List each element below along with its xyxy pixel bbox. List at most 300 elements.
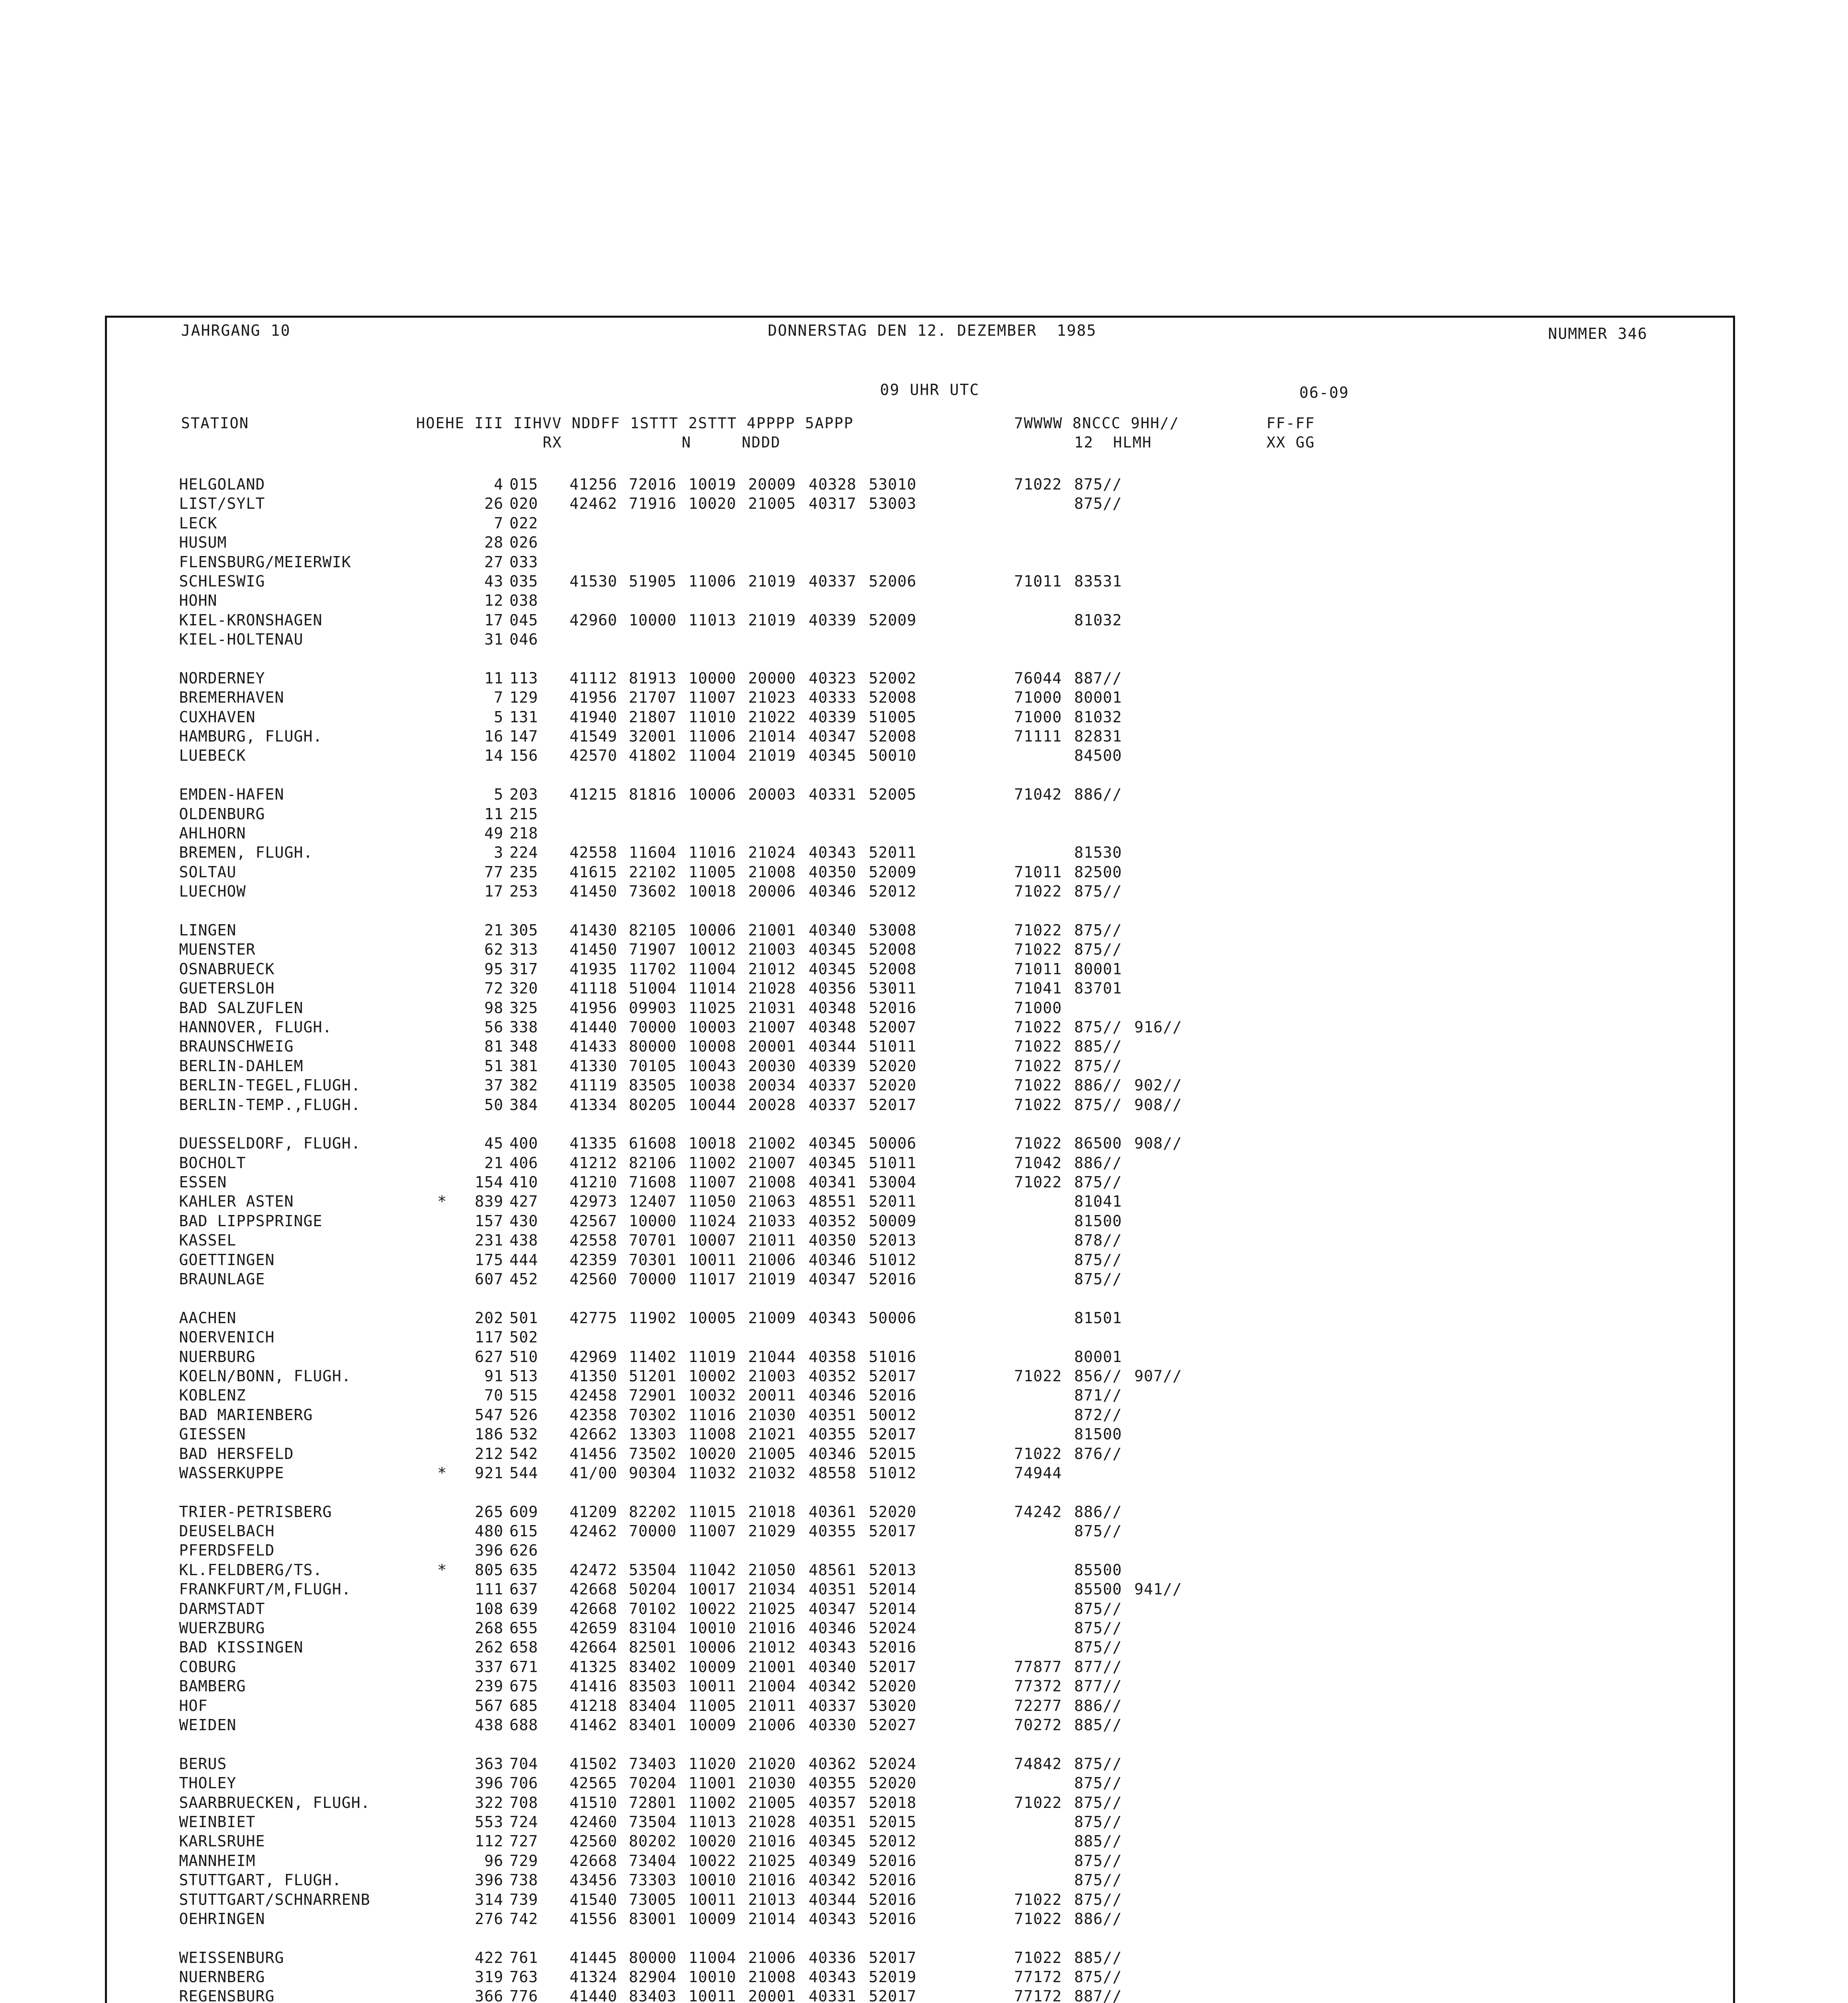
- table-row: [179, 1948, 1721, 1967]
- station-name: SAARBRUECKEN, FLUGH.: [179, 1793, 370, 1812]
- station-number: 046: [509, 631, 538, 649]
- group-1: 41/00: [570, 1464, 618, 1482]
- group-5: 40333: [809, 689, 857, 707]
- table-row: [179, 1347, 1721, 1366]
- table-row: [179, 1715, 1721, 1735]
- col-weather: 7WWWW 8NCCC 9HH//: [1014, 415, 1180, 432]
- group-3: 11013: [688, 611, 737, 629]
- station-name: PFERDSFELD: [179, 1542, 275, 1560]
- station-number: 513: [509, 1367, 538, 1385]
- group-4: 21005: [748, 495, 796, 513]
- station-height: 51: [484, 1057, 503, 1075]
- issue-number: NUMMER 346: [1548, 325, 1648, 343]
- group-6: 52015: [869, 1445, 917, 1463]
- group-5: 40341: [809, 1173, 857, 1191]
- group-4: 21030: [748, 1406, 796, 1424]
- group-4: 21014: [748, 727, 796, 746]
- group-7: 74944: [1014, 1464, 1062, 1482]
- group-3: 11032: [688, 1464, 737, 1482]
- group-1: 41430: [570, 921, 618, 939]
- station-height: 27: [484, 553, 503, 571]
- group-4: 21007: [748, 1154, 796, 1172]
- station-name: KIEL-HOLTENAU: [179, 631, 304, 649]
- group-2: 70701: [629, 1231, 677, 1249]
- group-6: 52017: [869, 1949, 917, 1967]
- group-2: 83505: [629, 1076, 677, 1094]
- table-row: [179, 1870, 1721, 1890]
- table-row: [179, 785, 1721, 804]
- group-7: 71022: [1014, 1057, 1062, 1075]
- station-name: DARMSTADT: [179, 1600, 265, 1618]
- group-4: 21028: [748, 1813, 796, 1831]
- group-3: 11007: [688, 689, 737, 707]
- station-number: 438: [509, 1231, 538, 1249]
- group-6: 52015: [869, 1813, 917, 1831]
- group-8: 86500: [1074, 1134, 1122, 1153]
- table-row: [179, 804, 1721, 824]
- group-5: 40343: [809, 1910, 857, 1928]
- group-3: 10002: [688, 1367, 737, 1385]
- station-name: KARLSRUHE: [179, 1832, 265, 1850]
- table-row: [179, 1444, 1721, 1463]
- group-1: 42472: [570, 1561, 618, 1579]
- station-number: 147: [509, 727, 538, 746]
- group-2: 83503: [629, 1677, 677, 1695]
- station-number: 706: [509, 1774, 538, 1792]
- group-8: 886//: [1074, 1076, 1122, 1094]
- group-2: 09903: [629, 999, 677, 1017]
- mountain-marker: *: [437, 1193, 447, 1211]
- station-name: BREMERHAVEN: [179, 689, 284, 707]
- table-row: [179, 572, 1721, 591]
- group-4: 21008: [748, 1968, 796, 1986]
- group-6: 52008: [869, 941, 917, 959]
- group-5: 40346: [809, 1619, 857, 1637]
- group-4: 21011: [748, 1231, 796, 1249]
- group-2: 73404: [629, 1852, 677, 1870]
- group-1: 41510: [570, 1793, 618, 1812]
- group-1: 41940: [570, 708, 618, 726]
- station-height: 12: [484, 592, 503, 610]
- group-2: 51905: [629, 572, 677, 590]
- table-row: [179, 688, 1721, 707]
- group-3: 10011: [688, 1890, 737, 1908]
- station-table: [179, 475, 1721, 2003]
- group-4: 21029: [748, 1522, 796, 1540]
- station-name: BAMBERG: [179, 1677, 246, 1695]
- group-3: 10019: [688, 476, 737, 493]
- station-number: 384: [509, 1096, 538, 1114]
- station-height: 21: [484, 1154, 503, 1172]
- station-height: 72: [484, 979, 503, 997]
- group-1: 42960: [570, 611, 618, 629]
- group-3: 10012: [688, 941, 737, 959]
- group-3: 11014: [688, 979, 737, 997]
- station-number: 015: [509, 476, 538, 493]
- group-2: 70105: [629, 1057, 677, 1075]
- table-row: [179, 1832, 1721, 1851]
- group-7: 71022: [1014, 1096, 1062, 1114]
- mountain-marker: *: [437, 1561, 447, 1579]
- table-row: [179, 1793, 1721, 1812]
- group-2: 82105: [629, 921, 677, 939]
- group-4: 21031: [748, 999, 796, 1017]
- station-name: BERLIN-TEGEL,FLUGH.: [179, 1076, 361, 1094]
- station-height: 95: [484, 960, 503, 978]
- group-5: 48551: [809, 1193, 857, 1211]
- group-3: 10006: [688, 921, 737, 939]
- col-n: N: [682, 434, 692, 451]
- group-7: 71022: [1014, 1076, 1062, 1094]
- station-height: 37: [484, 1076, 503, 1094]
- group-5: 40345: [809, 1832, 857, 1850]
- table-row: [179, 1250, 1721, 1270]
- table-row: [179, 630, 1721, 649]
- table-row: [179, 1037, 1721, 1056]
- station-height: 553: [475, 1813, 503, 1831]
- table-row: [179, 1425, 1721, 1444]
- group-1: 41335: [570, 1134, 618, 1153]
- group-6: 52017: [869, 1096, 917, 1114]
- group-8: 80001: [1074, 689, 1122, 707]
- group-5: 40361: [809, 1503, 857, 1521]
- group-1: 42668: [570, 1580, 618, 1598]
- group-5: 40348: [809, 1018, 857, 1036]
- station-height: 49: [484, 824, 503, 842]
- station-name: STUTTGART, FLUGH.: [179, 1871, 342, 1889]
- group-1: 41956: [570, 689, 618, 707]
- station-number: 615: [509, 1522, 538, 1540]
- station-name: CUXHAVEN: [179, 708, 256, 726]
- group-8: 877//: [1074, 1658, 1122, 1676]
- group-8: 84500: [1074, 747, 1122, 765]
- group-2: 71608: [629, 1173, 677, 1191]
- table-row: [179, 882, 1721, 901]
- group-2: 10000: [629, 611, 677, 629]
- station-height: 438: [475, 1716, 503, 1734]
- group-6: 52016: [869, 1270, 917, 1288]
- group-2: 73005: [629, 1890, 677, 1908]
- station-name: FLENSBURG/MEIERWIK: [179, 553, 351, 571]
- group-1: 42969: [570, 1348, 618, 1366]
- station-number: 444: [509, 1251, 538, 1269]
- table-row: [179, 669, 1721, 688]
- station-height: 276: [475, 1910, 503, 1928]
- group-3: 10009: [688, 1910, 737, 1928]
- station-name: HUSUM: [179, 534, 227, 552]
- group-4: 21013: [748, 1890, 796, 1908]
- group-2: 82202: [629, 1503, 677, 1521]
- station-number: 776: [509, 1987, 538, 2003]
- station-height: 607: [475, 1270, 503, 1288]
- station-name: SCHLESWIG: [179, 572, 265, 590]
- station-name: WEISSENBURG: [179, 1949, 284, 1967]
- group-2: 70000: [629, 1270, 677, 1288]
- group-5: 40323: [809, 669, 857, 687]
- group-8: 875//: [1074, 1968, 1122, 1986]
- group-2: 10000: [629, 1212, 677, 1230]
- station-number: 639: [509, 1600, 538, 1618]
- group-4: 21003: [748, 1367, 796, 1385]
- station-name: EMDEN-HAFEN: [179, 786, 284, 804]
- group-6: 52017: [869, 1425, 917, 1443]
- station-height: 567: [475, 1697, 503, 1715]
- station-height: 396: [475, 1871, 503, 1889]
- station-height: 157: [475, 1212, 503, 1230]
- group-5: 40343: [809, 1309, 857, 1327]
- group-8: 81032: [1074, 708, 1122, 726]
- group-8: 885//: [1074, 1832, 1122, 1850]
- group-4: 21020: [748, 1755, 796, 1773]
- group-6: 52008: [869, 727, 917, 746]
- col-wind: FF-FF: [1266, 415, 1315, 432]
- group-1: 41502: [570, 1755, 618, 1773]
- table-row: [179, 746, 1721, 765]
- group-3: 11006: [688, 727, 737, 746]
- group-4: 20001: [748, 1038, 796, 1056]
- group-1: 42565: [570, 1774, 618, 1792]
- group-1: 41350: [570, 1367, 618, 1385]
- station-number: 218: [509, 824, 538, 842]
- station-name: BAD KISSINGEN: [179, 1638, 304, 1656]
- group-7: 71042: [1014, 786, 1062, 804]
- group-2: 73504: [629, 1813, 677, 1831]
- group-4: 20030: [748, 1057, 796, 1075]
- table-row: [179, 1599, 1721, 1618]
- group-3: 11017: [688, 1270, 737, 1288]
- group-3: 10020: [688, 1832, 737, 1850]
- group-separator: [179, 1483, 1721, 1502]
- group-7: 71022: [1014, 1890, 1062, 1908]
- group-3: 10011: [688, 1987, 737, 2003]
- table-row: [179, 1909, 1721, 1928]
- group-3: 10006: [688, 1638, 737, 1656]
- group-8: 875//: [1074, 1018, 1122, 1036]
- station-number: 113: [509, 669, 538, 687]
- group-4: 21034: [748, 1580, 796, 1598]
- table-row: [179, 1192, 1721, 1211]
- group-3: 11010: [688, 708, 737, 726]
- station-height: 50: [484, 1096, 503, 1114]
- table-row: [179, 514, 1721, 533]
- group-2: 83104: [629, 1619, 677, 1637]
- group-5: 40343: [809, 844, 857, 862]
- group-7: 71022: [1014, 1793, 1062, 1812]
- table-row: [179, 979, 1721, 998]
- group-3: 11016: [688, 1406, 737, 1424]
- group-1: 42973: [570, 1193, 618, 1211]
- group-6: 52020: [869, 1057, 917, 1075]
- station-height: 212: [475, 1445, 503, 1463]
- group-8: 85500: [1074, 1561, 1122, 1579]
- group-4: 21025: [748, 1600, 796, 1618]
- group-3: 11004: [688, 1949, 737, 1967]
- group-4: 21005: [748, 1793, 796, 1812]
- table-row: [179, 1173, 1721, 1192]
- station-name: SOLTAU: [179, 863, 237, 881]
- group-2: 70000: [629, 1522, 677, 1540]
- station-height: 322: [475, 1793, 503, 1812]
- station-height: 5: [494, 786, 503, 804]
- group-2: 83001: [629, 1910, 677, 1928]
- group-5: 40345: [809, 1134, 857, 1153]
- group-1: 42460: [570, 1813, 618, 1831]
- station-height: 17: [484, 883, 503, 901]
- station-number: 542: [509, 1445, 538, 1463]
- station-name: KOBLENZ: [179, 1386, 246, 1405]
- table-row: [179, 1018, 1721, 1037]
- group-6: 51012: [869, 1464, 917, 1482]
- group-8: 875//: [1074, 1890, 1122, 1908]
- group-3: 11020: [688, 1755, 737, 1773]
- group-6: 52018: [869, 1793, 917, 1812]
- group-8: 81500: [1074, 1212, 1122, 1230]
- table-row: [179, 1270, 1721, 1289]
- station-number: 671: [509, 1658, 538, 1676]
- group-4: 21050: [748, 1561, 796, 1579]
- observation-time: 09 UHR UTC: [880, 381, 980, 399]
- group-6: 52008: [869, 689, 917, 707]
- station-name: HAMBURG, FLUGH.: [179, 727, 323, 746]
- group-6: 52013: [869, 1231, 917, 1249]
- group-2: 82106: [629, 1154, 677, 1172]
- station-height: 91: [484, 1367, 503, 1385]
- col-hlmh: 12 HLMH: [1074, 434, 1152, 451]
- group-7: 77172: [1014, 1968, 1062, 1986]
- group-1: 42358: [570, 1406, 618, 1424]
- station-name: KASSEL: [179, 1231, 237, 1249]
- group-5: 40342: [809, 1677, 857, 1695]
- station-number: 026: [509, 534, 538, 552]
- group-3: 10018: [688, 1134, 737, 1153]
- station-number: 739: [509, 1890, 538, 1908]
- group-1: 42668: [570, 1600, 618, 1618]
- group-4: 21032: [748, 1464, 796, 1482]
- group-3: 10043: [688, 1057, 737, 1075]
- group-5: 40350: [809, 863, 857, 881]
- group-8: 875//: [1074, 1057, 1122, 1075]
- group-8: 875//: [1074, 1852, 1122, 1870]
- group-4: 21019: [748, 611, 796, 629]
- table-row: [179, 1696, 1721, 1715]
- station-height: 396: [475, 1774, 503, 1792]
- group-2: 72016: [629, 476, 677, 493]
- group-5: 40343: [809, 1968, 857, 1986]
- group-6: 52016: [869, 1890, 917, 1908]
- station-number: 510: [509, 1348, 538, 1366]
- group-2: 12407: [629, 1193, 677, 1211]
- group-4: 20011: [748, 1386, 796, 1405]
- station-height: 319: [475, 1968, 503, 1986]
- group-8: 81032: [1074, 611, 1122, 629]
- table-row: [179, 959, 1721, 979]
- group-3: 11024: [688, 1212, 737, 1230]
- group-4: 21009: [748, 1309, 796, 1327]
- station-number: 761: [509, 1949, 538, 1967]
- group-4: 21012: [748, 960, 796, 978]
- group-6: 50006: [869, 1134, 917, 1153]
- group-8: 80001: [1074, 960, 1122, 978]
- station-height: 396: [475, 1542, 503, 1560]
- group-4: 20009: [748, 476, 796, 493]
- station-name: BAD HERSFELD: [179, 1445, 294, 1463]
- col-station: STATION: [181, 415, 249, 432]
- station-number: 338: [509, 1018, 538, 1036]
- group-2: 13303: [629, 1425, 677, 1443]
- group-5: 40348: [809, 999, 857, 1017]
- group-1: 41119: [570, 1076, 618, 1094]
- station-name: NOERVENICH: [179, 1328, 275, 1346]
- group-5: 40346: [809, 1251, 857, 1269]
- group-4: 21008: [748, 1173, 796, 1191]
- table-row: [179, 1405, 1721, 1425]
- group-6: 52020: [869, 1677, 917, 1695]
- group-9: 908//: [1134, 1134, 1182, 1153]
- group-5: 40339: [809, 1057, 857, 1075]
- group-5: 40337: [809, 1096, 857, 1114]
- station-number: 655: [509, 1619, 538, 1637]
- group-separator: [179, 901, 1721, 921]
- group-8: 871//: [1074, 1386, 1122, 1405]
- station-name: BRAUNLAGE: [179, 1270, 265, 1288]
- group-1: 41212: [570, 1154, 618, 1172]
- station-height: 265: [475, 1503, 503, 1521]
- group-4: 21021: [748, 1425, 796, 1443]
- group-7: 71000: [1014, 689, 1062, 707]
- station-number: 515: [509, 1386, 538, 1405]
- group-3: 10017: [688, 1580, 737, 1598]
- station-name: BRAUNSCHWEIG: [179, 1038, 294, 1056]
- group-7: 71022: [1014, 921, 1062, 939]
- group-6: 52011: [869, 1193, 917, 1211]
- group-1: 41433: [570, 1038, 618, 1056]
- group-6: 52016: [869, 1910, 917, 1928]
- group-2: 80202: [629, 1832, 677, 1850]
- station-name: FRANKFURT/M,FLUGH.: [179, 1580, 351, 1598]
- group-7: 71000: [1014, 999, 1062, 1017]
- group-8: 875//: [1074, 1755, 1122, 1773]
- group-5: 40347: [809, 1270, 857, 1288]
- group-1: 42558: [570, 844, 618, 862]
- station-height: 11: [484, 669, 503, 687]
- group-8: 875//: [1074, 1096, 1122, 1114]
- group-5: 40337: [809, 572, 857, 590]
- group-4: 21024: [748, 844, 796, 862]
- station-height: 62: [484, 941, 503, 959]
- group-5: 40362: [809, 1755, 857, 1773]
- group-5: 40342: [809, 1871, 857, 1889]
- station-name: NUERNBERG: [179, 1968, 265, 1986]
- station-name: LINGEN: [179, 921, 237, 939]
- group-5: 40352: [809, 1212, 857, 1230]
- group-2: 83401: [629, 1716, 677, 1734]
- group-2: 80205: [629, 1096, 677, 1114]
- group-2: 11402: [629, 1348, 677, 1366]
- jahrgang-label: JAHRGANG 10: [181, 322, 291, 339]
- station-height: 839: [475, 1193, 503, 1211]
- group-separator: [179, 1928, 1721, 1948]
- station-name: COBURG: [179, 1658, 237, 1676]
- group-6: 52012: [869, 883, 917, 901]
- group-1: 42560: [570, 1832, 618, 1850]
- table-row: [179, 1580, 1721, 1599]
- station-height: 363: [475, 1755, 503, 1773]
- station-name: DUESSELDORF, FLUGH.: [179, 1134, 361, 1153]
- date-label: DONNERSTAG DEN 12. DEZEMBER 1985: [768, 322, 1097, 339]
- group-8: 85500: [1074, 1580, 1122, 1598]
- group-8: 875//: [1074, 921, 1122, 939]
- station-name: BAD LIPPSPRINGE: [179, 1212, 323, 1230]
